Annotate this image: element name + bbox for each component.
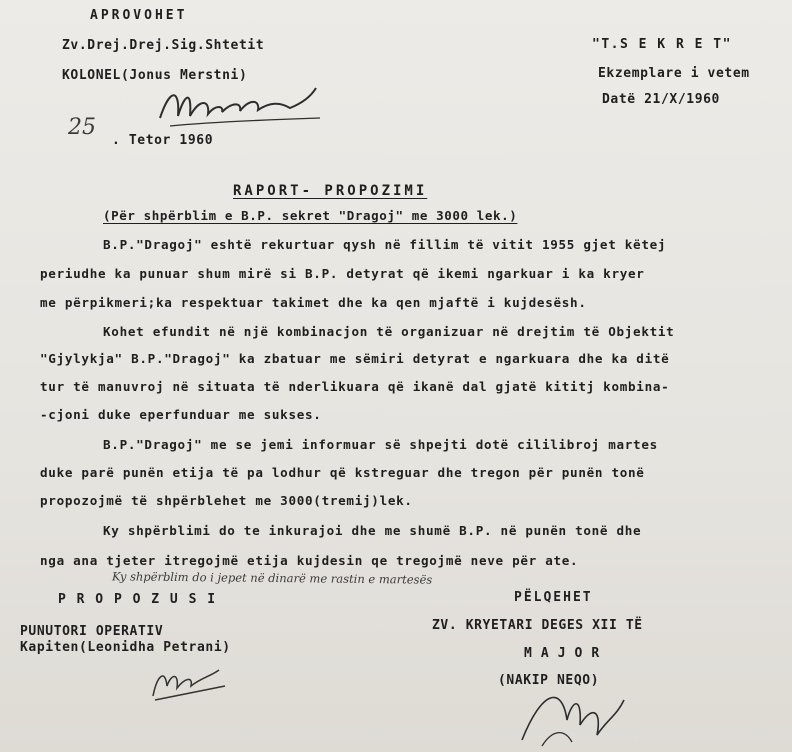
body-line: B.P."Dragoj" me se jemi informuar së shpejti dotë cililibroj martes xyxy=(103,437,658,452)
approval-signature xyxy=(150,78,330,138)
proposer-label: P R O P O Z U S I xyxy=(58,592,217,607)
agreement-signature xyxy=(512,680,632,750)
proposer-role: PUNUTORI OPERATIV xyxy=(20,624,164,639)
copies-note: Ekzemplare i vetem xyxy=(598,66,750,81)
approval-name: KOLONEL(Jonus Merstni) xyxy=(62,68,248,83)
agreement-rank: M A J O R xyxy=(524,646,600,661)
body-line: Ky shpërblimi do te inkurajoi dhe me shumë B.P. në punën tonë dhe xyxy=(103,523,642,538)
body-line: nga ana tjeter itregojmë etija kujdesin qe tregojmë neve për ate. xyxy=(40,553,579,568)
classification-date: Datë 21/X/1960 xyxy=(602,92,720,107)
proposer-signature xyxy=(145,656,235,706)
secret-stamp: "T.S E K R E T" xyxy=(592,37,732,52)
body-line: me përpikmeri;ka respektuar takimet dhe ka qen mjaftë i kujdesësh. xyxy=(40,295,587,310)
body-line: "Gjylykja" B.P."Dragoj" ka zbatuar me sëmiri detyrat e ngarkuara dhe ka ditë xyxy=(40,351,670,366)
body-line: duke parë punën etija të pa lodhur që kstreguar dhe tregon për punën tonë xyxy=(40,465,645,480)
approval-date: . Tetor 1960 xyxy=(112,133,214,148)
body-line: periudhe ka punuar shum mirë si B.P. detyrat që ikemi ngarkuar i ka kryer xyxy=(40,266,645,281)
report-title: RAPORT- PROPOZIMI xyxy=(233,183,428,199)
agreement-name: (NAKIP NEQO) xyxy=(498,673,600,688)
proposer-name: Kapiten(Leonidha Petrani) xyxy=(20,640,231,655)
agreement-role: ZV. KRYETARI DEGES XII TË xyxy=(432,618,643,633)
report-subtitle: (Për shpërblim e B.P. sekret "Dragoj" me 3000 lek.) xyxy=(103,208,518,223)
approval-day: 25 xyxy=(68,115,96,140)
body-line: B.P."Dragoj" eshtë rekurtuar qysh në fillim të vitit 1955 gjet këtej xyxy=(103,237,667,252)
body-line: -cjoni duke eperfunduar me sukses. xyxy=(40,407,322,422)
agreement-label: PËLQEHET xyxy=(514,590,593,605)
body-line: Kohet efundit në një kombinacjon të organizuar në drejtim të Objektit xyxy=(103,324,675,339)
body-line: tur të manuvroj në situata të nderlikuara që ikanë dal gjatë kititj kombina- xyxy=(40,379,670,394)
body-line: propozojmë të shpërblehet me 3000(tremij)lek. xyxy=(40,493,413,508)
handwritten-note: Ky shpërblim do i jepet në dinarë me rastin e martesës xyxy=(111,569,433,587)
approval-heading: APROVOHET xyxy=(90,8,188,23)
approval-role: Zv.Drej.Drej.Sig.Shtetit xyxy=(62,38,265,53)
